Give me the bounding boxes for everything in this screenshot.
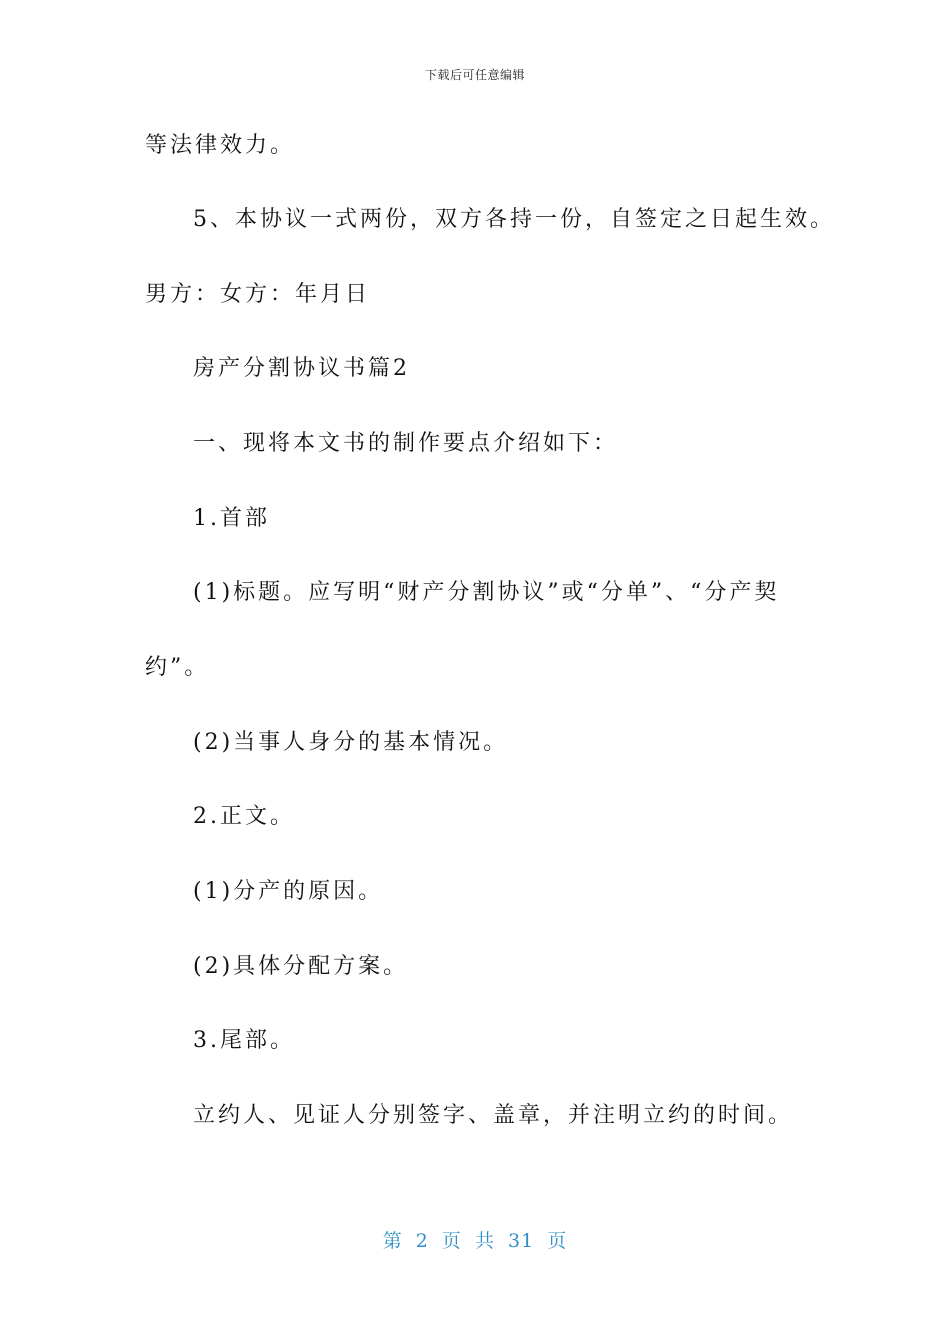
paragraph-14: 立约人、见证人分别签字、盖章，并注明立约的时间。 xyxy=(193,1103,794,1128)
paragraph-5: 一、现将本文书的制作要点介绍如下： xyxy=(193,431,619,456)
paragraph-2: 5、本协议一式两份，双方各持一份，自签定之日起生效。 xyxy=(193,207,835,232)
section-heading: 房产分割协议书篇2 xyxy=(193,356,410,381)
paragraph-3: 男方：女方：年月日 xyxy=(145,282,371,307)
page-number: 第 2 页 共 31 页 xyxy=(382,1230,568,1252)
paragraph-11: (1)分产的原因。 xyxy=(193,879,384,904)
paragraph-10: 2.正文。 xyxy=(193,804,295,829)
paragraph-1: 等法律效力。 xyxy=(145,133,296,158)
paragraph-6: 1.首部 xyxy=(193,506,270,531)
paragraph-8: 约”。 xyxy=(145,655,210,680)
paragraph-13: 3.尾部。 xyxy=(193,1028,295,1053)
paragraph-7: (1)标题。应写明“财产分割协议”或“分单”、“分产契 xyxy=(193,580,780,605)
paragraph-9: (2)当事人身分的基本情况。 xyxy=(193,730,509,755)
paragraph-12: (2)具体分配方案。 xyxy=(193,954,409,979)
header-note: 下载后可任意编辑 xyxy=(424,68,525,82)
